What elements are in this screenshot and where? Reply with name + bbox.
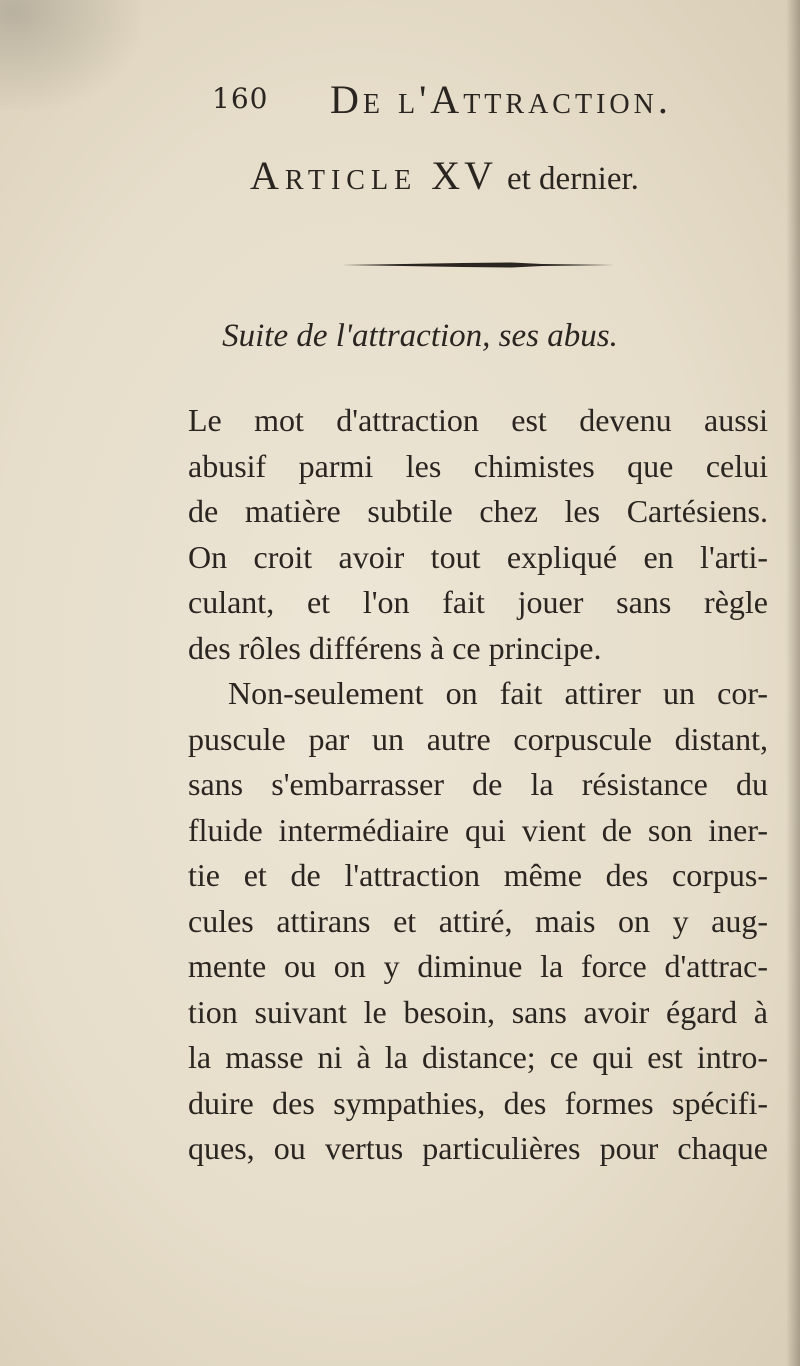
running-head: De l'Attraction. [330, 77, 672, 122]
ornamental-rule [342, 262, 614, 268]
section-subtitle: Suite de l'attraction, ses abus. [222, 318, 618, 354]
article-label: Article [250, 153, 418, 198]
page-header [0, 76, 800, 126]
article-numeral: XV [431, 153, 497, 198]
text-line: ques, ou vertus particulières pour chaque [188, 1130, 768, 1166]
text-line: On croit avoir tout expliqué en l'arti- [188, 538, 768, 575]
page-number: 160 [212, 82, 269, 115]
article-title [250, 152, 770, 199]
text-line: Non-seulement on fait attirer un cor- [228, 675, 768, 711]
article-suffix: et dernier. [506, 161, 639, 197]
text-line: fluide intermédiaire qui vient de son iner- [188, 811, 768, 848]
text-line: cules attirans et attiré, mais on y aug- [188, 902, 768, 939]
text-line: duire des sympathies, des formes spécifi- [188, 1084, 768, 1121]
text-line: tie et de l'attraction même des corpus- [188, 857, 768, 893]
text-line: culant, et l'on fait jouer sans règle [188, 584, 768, 620]
text-line: tion suivant le besoin, sans avoir égard à [188, 993, 768, 1030]
text-line: Le mot d'attraction est devenu aussi [188, 402, 768, 438]
text-line: abusif parmi les chimistes que celui [188, 447, 768, 484]
text-line: mente ou on y diminue la force d'attrac- [188, 948, 768, 984]
text-line: des rôles différens à ce principe. [188, 629, 602, 666]
page-edge-shadow [786, 0, 800, 1366]
text-line: puscule par un autre corpuscule distant, [188, 720, 768, 757]
body-text [188, 398, 768, 1172]
text-line: de matière subtile chez les Cartésiens. [188, 493, 768, 529]
ornamental-rule-graphic [342, 262, 614, 268]
text-line: sans s'embarrasser de la résistance du [188, 766, 768, 802]
text-line: la masse ni à la distance; ce qui est intro- [188, 1039, 768, 1075]
